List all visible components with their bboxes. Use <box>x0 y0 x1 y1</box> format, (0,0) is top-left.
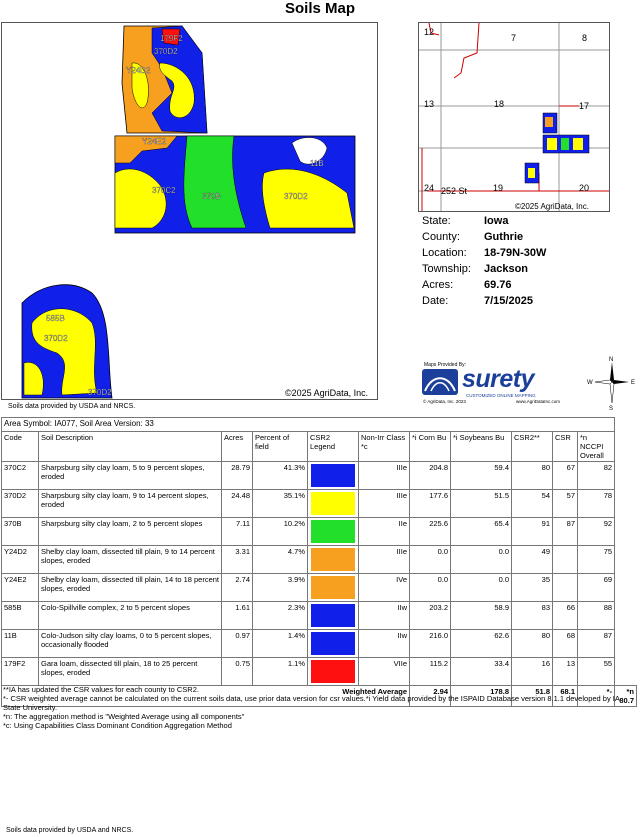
cell-soy: 62.6 <box>451 630 512 658</box>
cell-nccpi: 88 <box>578 602 615 630</box>
cell-pct: 4.7% <box>253 546 308 574</box>
cell-pct: 3.9% <box>253 574 308 602</box>
cell-nccpi: 75 <box>578 546 615 574</box>
info-row-acres: Acres: 69.76 <box>422 279 512 291</box>
cell-code: 585B <box>2 602 39 630</box>
cell-pct: 10.2% <box>253 518 308 546</box>
map-label: 370D2 <box>284 192 308 201</box>
footnote: *- CSR weighted average cannot be calculated on the current soils data, use prior data version for csr values.*i Yield data provided by the ISPAID Database version 8.1.1 developed by IA State University. <box>3 694 620 712</box>
cell-corn: 115.2 <box>410 658 451 686</box>
cell-acres: 0.75 <box>222 658 253 686</box>
section-number: 24 <box>424 183 435 193</box>
cell-pct: 41.3% <box>253 462 308 490</box>
cell-csr2: 54 <box>512 490 553 518</box>
map-label: Y24E2 <box>142 137 167 146</box>
section-number: 12 <box>424 27 435 37</box>
cell-csr2: 49 <box>512 546 553 574</box>
cell-csr: 67 <box>553 462 578 490</box>
cell-csr2: 80 <box>512 630 553 658</box>
cell-corn: 0.0 <box>410 574 451 602</box>
svg-text:S: S <box>609 406 614 410</box>
property-info <box>422 213 546 309</box>
cell-acres: 3.31 <box>222 546 253 574</box>
cell-corn: 0.0 <box>410 546 451 574</box>
cell-code: 370D2 <box>2 490 39 518</box>
cell-csr2: 16 <box>512 658 553 686</box>
cell-csr <box>553 546 578 574</box>
table-row <box>2 658 637 686</box>
cell-code: 370B <box>2 518 39 546</box>
info-row-county: County: Guthrie <box>422 231 524 243</box>
soil-table <box>1 417 637 707</box>
cell-desc: Colo-Spillville complex, 2 to 5 percent slopes <box>39 602 222 630</box>
cell-acres: 1.61 <box>222 602 253 630</box>
map-label: 370D2 <box>44 334 68 343</box>
csr2-legend-swatch <box>308 546 359 574</box>
info-row-date: Date: 7/15/2025 <box>422 295 533 307</box>
cell-cls: IIIe <box>359 462 410 490</box>
csr2-legend-swatch <box>308 574 359 602</box>
cell-desc: Gara loam, dissected till plain, 18 to 25 percent slopes, eroded <box>39 658 222 686</box>
cell-cls: VIIe <box>359 658 410 686</box>
cell-code: 179F2 <box>2 658 39 686</box>
section-number: 18 <box>494 99 505 109</box>
cell-csr: 57 <box>553 490 578 518</box>
locator-map[interactable] <box>418 22 610 212</box>
section-number: 17 <box>579 101 590 111</box>
cell-soy: 58.9 <box>451 602 512 630</box>
section-number: 19 <box>493 183 504 193</box>
table-row <box>2 546 637 574</box>
cell-code: 11B <box>2 630 39 658</box>
cell-csr: 66 <box>553 602 578 630</box>
cell-soy: 0.0 <box>451 574 512 602</box>
weighted-average-row: Weighted Average 2.94 178.8 51.8 68.1 *- *n 80.7 <box>2 686 637 707</box>
section-number: 13 <box>424 99 435 109</box>
surety-globe-icon <box>422 369 458 395</box>
csr2-legend-swatch <box>308 602 359 630</box>
locator-map-canvas <box>419 23 610 212</box>
cell-csr2: 35 <box>512 574 553 602</box>
cell-desc: Sharpsburg silty clay loam, 2 to 5 percent slopes <box>39 518 222 546</box>
cell-soy: 51.5 <box>451 490 512 518</box>
cell-corn: 216.0 <box>410 630 451 658</box>
table-row <box>2 490 637 518</box>
cell-cls: IVe <box>359 574 410 602</box>
cell-desc: Colo-Judson silty clay loams, 0 to 5 percent slopes, occasionally flooded <box>39 630 222 658</box>
cell-desc: Shelby clay loam, dissected till plain, 9 to 14 percent slopes, eroded <box>39 546 222 574</box>
cell-acres: 24.48 <box>222 490 253 518</box>
cell-desc: Sharpsburg silty clay loam, 9 to 14 percent slopes, eroded <box>39 490 222 518</box>
surety-logo: Maps Provided By: surety CUSTOMIZED ONLINE MAPPING © AgriData, Inc. 2023 www.AgriDataInc.com <box>423 362 561 404</box>
cell-desc: Sharpsburg silty clay loam, 5 to 9 percent slopes, eroded <box>39 462 222 490</box>
footnote: *c: Using Capabilities Class Dominant Condition Aggregation Method <box>3 721 232 730</box>
soils-map-canvas <box>2 23 378 400</box>
cell-cls: IIw <box>359 630 410 658</box>
cell-soy: 33.4 <box>451 658 512 686</box>
page-title: Soils Map <box>284 0 355 17</box>
cell-cls: IIw <box>359 602 410 630</box>
cell-csr2: 80 <box>512 462 553 490</box>
cell-code: Y24E2 <box>2 574 39 602</box>
map-label: 370C2 <box>152 186 176 195</box>
cell-pct: 1.4% <box>253 630 308 658</box>
cell-corn: 225.6 <box>410 518 451 546</box>
cell-code: 370C2 <box>2 462 39 490</box>
cell-desc: Shelby clay loam, dissected till plain, 14 to 18 percent slopes, eroded <box>39 574 222 602</box>
cell-nccpi: 87 <box>578 630 615 658</box>
map-label: 370D2 <box>88 388 112 397</box>
footnote: **IA has updated the CSR values for each county to CSR2. <box>3 685 199 694</box>
cell-corn: 203.2 <box>410 602 451 630</box>
cell-nccpi: 55 <box>578 658 615 686</box>
svg-text:W: W <box>587 380 593 386</box>
svg-text:N: N <box>609 357 614 363</box>
cell-nccpi: 78 <box>578 490 615 518</box>
csr2-legend-swatch <box>308 658 359 686</box>
cell-soy: 59.4 <box>451 462 512 490</box>
csr2-legend-swatch <box>308 462 359 490</box>
cell-acres: 28.79 <box>222 462 253 490</box>
csr2-legend-swatch <box>308 518 359 546</box>
map-label: 370B <box>202 192 221 201</box>
map-label: 11B <box>310 159 324 168</box>
footnote: *n: The aggregation method is "Weighted Average using all components" <box>3 712 245 721</box>
table-row <box>2 462 637 490</box>
table-row <box>2 574 637 602</box>
info-row-state: State: Iowa <box>422 215 509 227</box>
cell-soy: 65.4 <box>451 518 512 546</box>
map-label: Y24D2 <box>126 66 151 75</box>
cell-csr2: 91 <box>512 518 553 546</box>
cell-corn: 204.8 <box>410 462 451 490</box>
cell-csr: 13 <box>553 658 578 686</box>
map-label: 585B <box>46 314 65 323</box>
info-row-location: Location: 18-79N-30W <box>422 247 547 259</box>
map-copyright: ©2025 AgriData, Inc. <box>285 388 369 398</box>
cell-csr <box>553 574 578 602</box>
soils-map[interactable] <box>1 22 378 400</box>
cell-csr: 87 <box>553 518 578 546</box>
cell-csr2: 83 <box>512 602 553 630</box>
compass-rose-icon <box>587 355 637 410</box>
cell-soy: 0.0 <box>451 546 512 574</box>
area-symbol: Area Symbol: IA077, Soil Area Version: 33 <box>2 418 615 432</box>
csr2-legend-swatch <box>308 490 359 518</box>
cell-nccpi: 82 <box>578 462 615 490</box>
cell-csr: 68 <box>553 630 578 658</box>
table-area-row <box>2 418 637 432</box>
cell-cls: IIe <box>359 518 410 546</box>
source-note: Soils data provided by USDA and NRCS. <box>8 403 136 410</box>
map-label: 179F2 <box>160 34 183 43</box>
table-row <box>2 518 637 546</box>
footnotes <box>3 685 635 730</box>
section-number: 20 <box>579 183 590 193</box>
cell-nccpi: 69 <box>578 574 615 602</box>
csr2-legend-swatch <box>308 630 359 658</box>
cell-acres: 0.97 <box>222 630 253 658</box>
section-number: 7 <box>511 33 517 43</box>
cell-cls: IIIe <box>359 546 410 574</box>
cell-code: Y24D2 <box>2 546 39 574</box>
map-label: 370D2 <box>154 47 178 56</box>
table-row <box>2 602 637 630</box>
cell-cls: IIIe <box>359 490 410 518</box>
cell-acres: 7.11 <box>222 518 253 546</box>
locator-copyright: ©2025 AgriData, Inc. <box>515 202 589 211</box>
section-number: 8 <box>582 33 588 43</box>
cell-acres: 2.74 <box>222 574 253 602</box>
road-label: 252 St <box>441 186 468 196</box>
source-note-footer: Soils data provided by USDA and NRCS. <box>6 827 134 834</box>
info-row-township: Township: Jackson <box>422 263 529 275</box>
cell-corn: 177.6 <box>410 490 451 518</box>
cell-pct: 35.1% <box>253 490 308 518</box>
svg-text:E: E <box>631 380 636 386</box>
cell-nccpi: 92 <box>578 518 615 546</box>
table-header-row: Code Soil Description Acres Percent of field CSR2 Legend Non-Irr Class *c *i Corn Bu *i Soybeans Bu CSR2** CSR *n NCCPI Overall <box>2 432 637 462</box>
cell-pct: 1.1% <box>253 658 308 686</box>
cell-pct: 2.3% <box>253 602 308 630</box>
table-row <box>2 630 637 658</box>
